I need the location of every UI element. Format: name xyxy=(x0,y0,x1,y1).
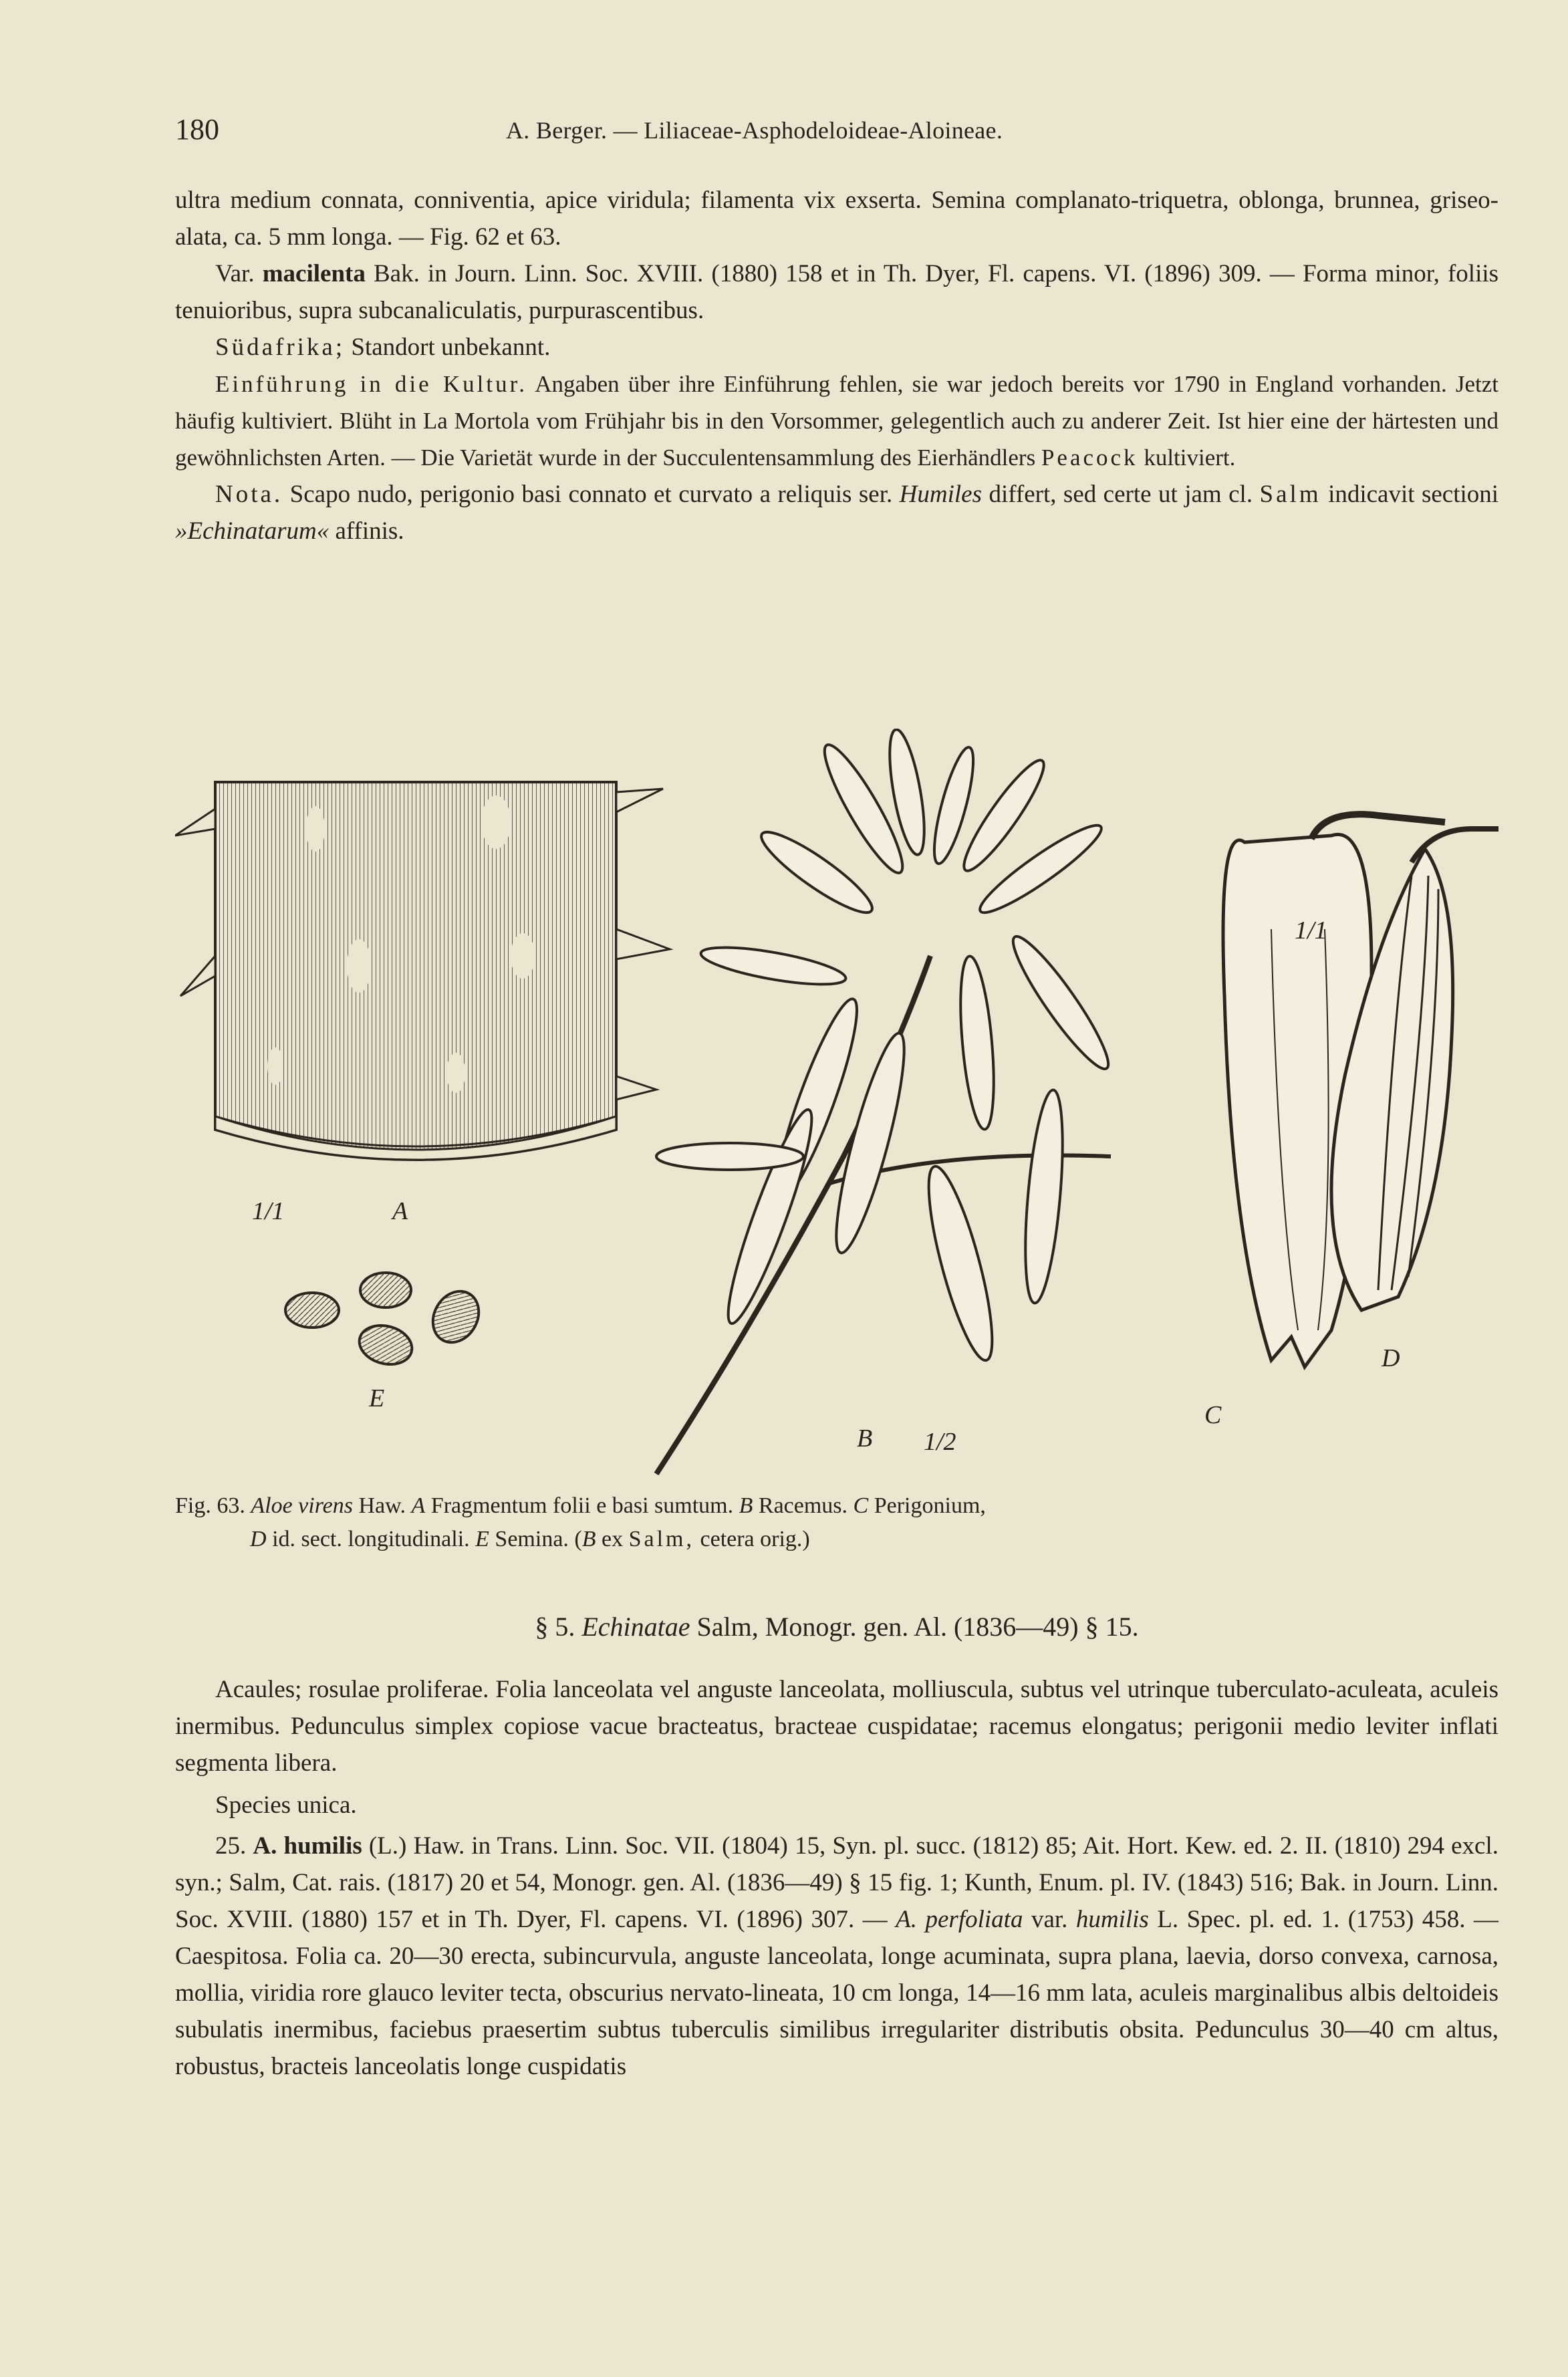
label-d: D xyxy=(1382,1344,1400,1372)
figure-caption: Fig. 63. Aloe virens Haw. A Fragmentum folii e basi sumtum. B Racemus. C Perigonium, D id. sect. longitudinali. E Semina. (B ex Salm, cetera orig.) xyxy=(175,1493,986,1551)
label-scale-c: 1/1 xyxy=(1295,916,1327,945)
paragraph-section-description: Acaules; rosulae proliferae. Folia lanceolata vel anguste lanceolata, molliuscula, subtus vel utrinque tuberculato-aculeata, aculeis inermibus. Pedunculus simplex copiose vacue bracteatus, bracteae cuspidatae; racemus elongatus; perigonii medio leviter inflati segmenta libera. xyxy=(175,1676,1498,1777)
species-name: A. humilis xyxy=(253,1832,362,1860)
paragraph-cultivation: Einführung in die Kultur. Angaben über ihre Einführung fehlen, sie war jedoch bereits vor 1790 in England vorhanden. Jetzt häufig kultiviert. Blüht in La Mortola vom Frühjahr bis in den Vorsommer, gelegentlich auch zu anderer Zeit. Ist hier eine der härtesten und gewöhnlichsten Arten. — Die Varietät wurde in der Succulentensammlung des Eierhändlers Peacock kultiviert. xyxy=(175,371,1498,471)
bottom-text xyxy=(175,1671,1498,2085)
label-e: E xyxy=(369,1384,385,1412)
paragraph-distribution: Südafrika; Standort unbekannt. xyxy=(215,334,551,361)
paragraph-humilis: 25. A. humilis (L.) Haw. in Trans. Linn. Soc. VII. (1804) 15, Syn. pl. succ. (1812) 85; Ait. Hort. Kew. ed. 2. II. (1810) 294 excl. syn.; Salm, Cat. rais. (1817) 20 et 54, Monogr. gen. Al. (1836—49) § 15 fig. 1; Kunth, Enum. pl. IV. (1843) 516; Bak. in Journ. Linn. Soc. XVIII. (1880) 157 et in Th. Dyer, Fl. capens. VI. (1896) 307. — A. perfoliata var. humilis L. Spec. pl. ed. 1. (1753) 458. — Caespitosa. Folia ca. 20—30 erecta, subincurvula, anguste lanceolata, longe acuminata, supra plana, laevia, dorso convexa, carnosa, mollia, viridia rore glauco leviter tecta, obscurius nervato-lineata, 10 cm longa, 14—16 mm lata, aculeis marginalibus albis deltoideis subulatis inermibus, faciebus praesertim subtus tuberculis similibus irregulariter distributis obsita. Pedunculus 30—40 cm altus, robustus, bracteis lanceolatis longe cuspidatis xyxy=(175,1832,1499,2080)
label-scale-a: 1/1 xyxy=(252,1197,285,1225)
figure-63 xyxy=(175,729,1498,1497)
paragraph-species-unica: Species unica. xyxy=(215,1791,357,1819)
label-scale-b: 1/2 xyxy=(924,1428,956,1456)
paragraph-variety: Var. macilenta Bak. in Journ. Linn. Soc. XVIII. (1880) 158 et in Th. Dyer, Fl. capens. VI. (1896) 309. — Forma minor, foliis tenuioribus, supra subcanaliculatis, purpurascentibus. xyxy=(175,260,1499,324)
section-heading: § 5. Echinatae Salm, Monogr. gen. Al. (1836—49) § 15. xyxy=(535,1612,1139,1642)
leaf-fragment-drawing xyxy=(175,782,670,1160)
label-b: B xyxy=(857,1424,873,1453)
paragraph-nota: Nota. Scapo nudo, perigonio basi connato et curvato a reliquis ser. Humiles differt, sed certe ut jam cl. Salm indicavit sectioni »Echinatarum« affinis. xyxy=(175,481,1499,545)
botanical-illustration xyxy=(175,729,1498,1497)
variety-name: macilenta xyxy=(262,260,366,287)
paragraph-description-end: ultra medium connata, conniventia, apice viridula; filamenta vix exserta. Semina complanato-triquetra, oblonga, brunnea, griseo-alata, ca. 5 mm longa. — Fig. 62 et 63. xyxy=(175,186,1498,251)
page-header xyxy=(175,112,1498,152)
page-number: 180 xyxy=(175,113,219,146)
running-title: A. Berger. — Liliaceae-Asphodeloideae-Aloineae. xyxy=(506,117,1003,144)
seeds-drawing xyxy=(285,1273,488,1370)
label-a: A xyxy=(392,1197,408,1225)
raceme-drawing xyxy=(656,729,1119,1474)
top-text xyxy=(175,182,1498,549)
label-c: C xyxy=(1204,1401,1222,1429)
